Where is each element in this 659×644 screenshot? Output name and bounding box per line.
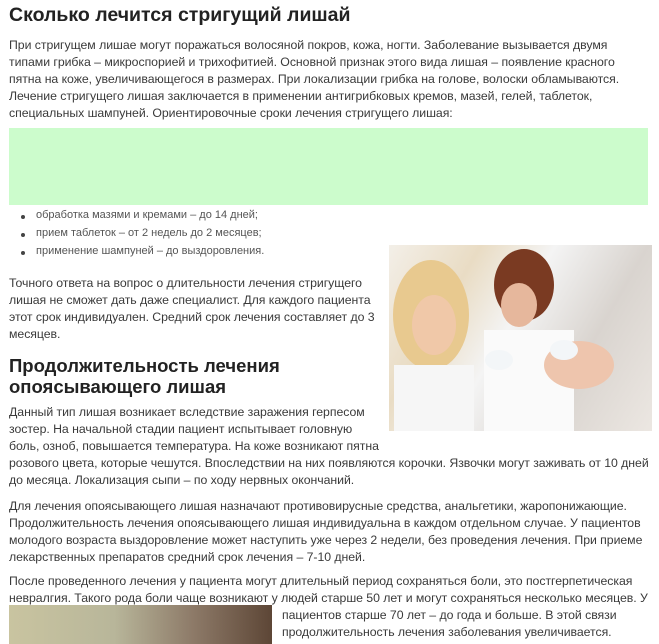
- paragraph-line: молодого возраста выздоровление может наступить уже через 2 недели, без проведения лечения. При приеме: [9, 533, 643, 547]
- heading-shingles-duration: опоясывающего лишая: [9, 376, 227, 397]
- paragraph-line: Данный тип лишая возникает вследствие заражения герпесом: [9, 405, 365, 419]
- paragraph-line: При стригущем лишае могут поражаться волосяной покров, кожа, ногти. Заболевание вызывается двумя: [9, 38, 608, 52]
- medicine-photo: [9, 605, 272, 644]
- paragraph-line: зостер. На начальной стадии пациент испытывает головную: [9, 422, 353, 436]
- list-item: применение шампуней – до выздоровления.: [36, 245, 265, 257]
- highlight-box: [9, 128, 648, 205]
- list-item: прием таблеток – от 2 недель до 2 месяцев;: [36, 227, 262, 239]
- paragraph-line: пациентов старше 70 лет – до года и больше. В этой связи: [282, 608, 617, 622]
- paragraph-line: этот срок индивидуален. Средний срок лечения составляет до 3: [9, 310, 375, 324]
- list-item: обработка мазями и кремами – до 14 дней;: [36, 209, 258, 221]
- paragraph-line: продолжительность лечения заболевания увеличивается.: [282, 625, 612, 639]
- doctors-patient-photo: [389, 245, 652, 431]
- paragraph-line: типами грибка – микроспорией и трихофитией. Основной признак этого вида лишая – появление красного: [9, 55, 615, 69]
- paragraph-line: Продолжительность лечения опоясывающего лишая индивидуальна в каждом отдельном случае. У пациентов: [9, 516, 641, 530]
- paragraph-line: лекарственных препаратов средний срок лечения – 7-10 дней.: [9, 550, 366, 564]
- paragraph-line: После проведенного лечения у пациента могут длительный период сохраняться боли, это постгерпетическая: [9, 574, 633, 588]
- paragraph-line: Для лечения опоясывающего лишая назначают противовирусные средства, анальгетики, жаропонижающие.: [9, 499, 627, 513]
- bullet-icon: [21, 233, 25, 237]
- paragraph-line: месяцев.: [9, 327, 61, 341]
- paragraph-line: Лечение стригущего лишая заключается в применении антигрибковых кремов, мазей, гелей, таблеток,: [9, 89, 593, 103]
- paragraph-line: до месяца. Локализация сыпи – по ходу нервных окончаний.: [9, 473, 355, 487]
- paragraph-line: Точного ответа на вопрос о длительности лечения стригущего: [9, 276, 362, 290]
- bullet-icon: [21, 251, 25, 255]
- paragraph-line: невралгия. Такого рода боли чаще возникают у людей старше 50 лет и могут сохраняться несколько месяцев. У: [9, 591, 648, 605]
- heading-ringworm-duration: Сколько лечится стригущий лишай: [9, 4, 351, 26]
- paragraph-line: специальных шампуней. Ориентировочные сроки лечения стригущего лишая:: [9, 106, 453, 120]
- bullet-icon: [21, 215, 25, 219]
- paragraph-line: пятна на коже, увеличивающегося в размерах. При локализации грибка на голове, волоски обламываются.: [9, 72, 620, 86]
- heading-shingles-duration: Продолжительность лечения: [9, 355, 280, 376]
- paragraph-line: боль, озноб, повышается температура. На коже возникают пятна: [9, 439, 379, 453]
- paragraph-line: розового цвета, которые чешутся. Впоследствии на них появляются корочки. Язвочки могут заживать от 10 дней: [9, 456, 649, 470]
- paragraph-line: лишая не сможет дать даже специалист. Для каждого пациента: [9, 293, 371, 307]
